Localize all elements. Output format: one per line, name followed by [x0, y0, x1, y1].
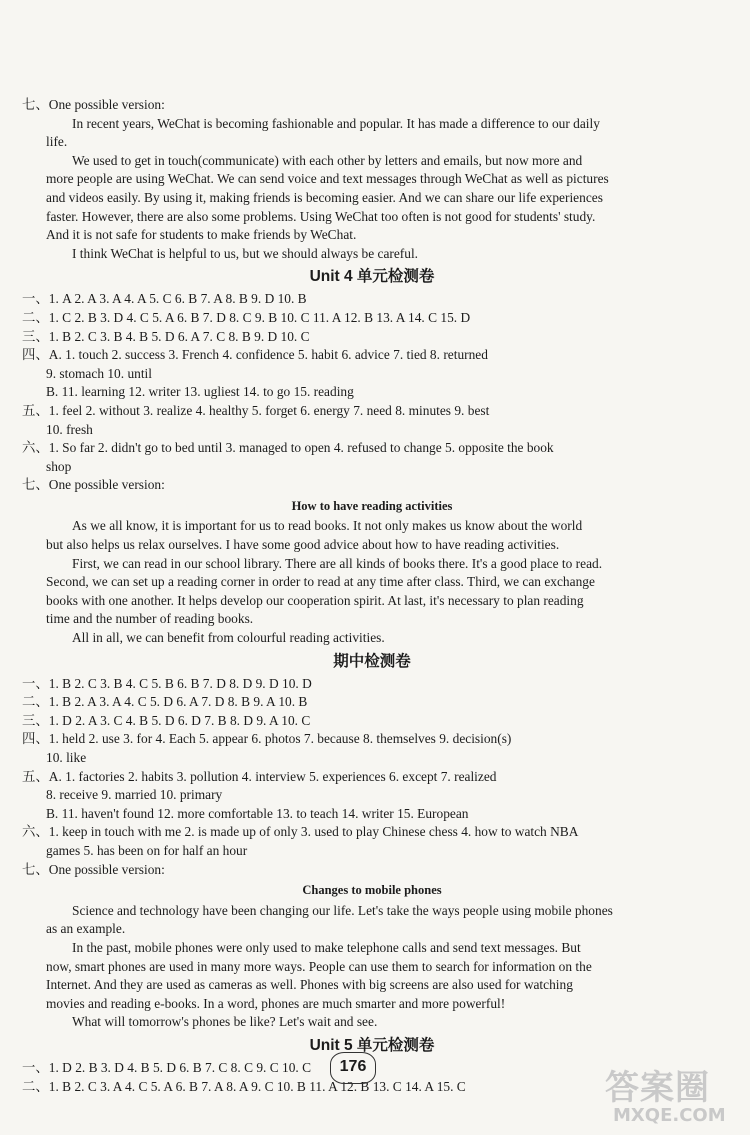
answer-line: B. 11. learning 12. writer 13. ugliest 14. to go 15. reading — [46, 384, 354, 400]
essay-line: As we all know, it is important for us to read books. It not only makes us know about the world — [72, 518, 583, 534]
answer-line: shop — [46, 458, 72, 474]
answer-line: 一、1. B 2. C 3. B 4. C 5. B 6. B 7. D 8. D 9. D 10. D — [22, 675, 312, 691]
page-number: 176 — [330, 1052, 376, 1084]
essay-line: movies and reading e-books. In a word, phones are much smarter and more powerful! — [46, 995, 506, 1011]
section-label: 七、One possible version: — [22, 861, 165, 877]
essay-line: We used to get in touch(communicate) with each other by letters and emails, but now more and — [72, 152, 583, 168]
essay-line: Second, we can set up a reading corner in order to read at any time after class. Third, we can exchange — [46, 574, 595, 590]
answer-line: 二、1. B 2. C 3. A 4. C 5. A 6. B 7. A 8. A 9. C 10. B 11. A 12. B 13. C 14. A 15. C — [22, 1078, 466, 1094]
answer-line: 一、1. D 2. B 3. D 4. B 5. D 6. B 7. C 8. C 9. C 10. C — [22, 1059, 312, 1075]
essay-line: as an example. — [46, 921, 126, 937]
answer-line: 一、1. A 2. A 3. A 4. A 5. C 6. B 7. A 8. B 9. D 10. B — [22, 291, 307, 307]
answer-line: 9. stomach 10. until — [46, 365, 153, 381]
essay-line: faster. However, there are also some problems. Using WeChat too often is not good for students' study. — [46, 208, 596, 224]
essay-line: First, we can read in our school library. There are all kinds of books there. It's a good place to read. — [72, 555, 603, 571]
section-label: 七、One possible version: — [22, 477, 165, 493]
essay-line: more people are using WeChat. We can send voice and text messages through WeChat as well as pictures — [46, 171, 609, 187]
watermark-text-cn: 答案圈 — [605, 1068, 710, 1108]
essay-line: What will tomorrow's phones be like? Let's wait and see. — [72, 1014, 378, 1030]
answer-line: 三、1. D 2. A 3. C 4. B 5. D 6. D 7. B 8. D 9. A 10. C — [22, 712, 311, 728]
essay-line: and videos easily. By using it, making friends is becoming easier. And we can share our life experiences — [46, 189, 603, 205]
answer-line: 8. receive 9. married 10. primary — [46, 787, 223, 803]
essay-line: In recent years, WeChat is becoming fashionable and popular. It has made a difference to our daily — [72, 115, 600, 131]
essay-line: In the past, mobile phones were only used to make telephone calls and send text messages. But — [72, 939, 581, 955]
answer-line: 四、1. held 2. use 3. for 4. Each 5. appear 6. photos 7. because 8. themselves 9. decision(s) — [22, 731, 512, 747]
section-heading-midterm: 期中检测卷 — [333, 652, 411, 670]
essay-line: time and the number of reading books. — [46, 611, 254, 627]
answer-line: 二、1. C 2. B 3. D 4. C 5. A 6. B 7. D 8. C 9. B 10. C 11. A 12. B 13. A 14. C 15. D — [22, 309, 471, 325]
section-heading-unit4: Unit 4 单元检测卷 — [309, 268, 435, 286]
answer-line: 六、1. So far 2. didn't go to bed until 3. managed to open 4. refused to change 5. opposite the book — [22, 440, 554, 456]
essay-line: now, smart phones are used in many more ways. People can use them to search for information on the — [46, 958, 592, 974]
essay-title: How to have reading activities — [291, 498, 453, 513]
watermark-logo — [605, 1070, 745, 1130]
answer-line: 10. like — [46, 750, 87, 765]
essay-line: Science and technology have been changing our life. Let's take the ways people using mobile phones — [72, 902, 613, 918]
answer-line: B. 11. haven't found 12. more comfortable 13. to teach 14. writer 15. European — [46, 805, 469, 821]
answer-line: 五、1. feel 2. without 3. realize 4. healthy 5. forget 6. energy 7. need 8. minutes 9. best — [22, 402, 490, 418]
essay-line: Internet. And they are used as cameras as well. Phones with big screens are also used for watching — [46, 977, 573, 993]
essay-line: All in all, we can benefit from colourful reading activities. — [72, 630, 385, 646]
watermark-text-en: MXQE.COM — [613, 1105, 726, 1126]
answer-page — [22, 96, 722, 1096]
essay-line: I think WeChat is helpful to us, but we should always be careful. — [72, 245, 419, 261]
essay-line: but also helps us relax ourselves. I have some good advice about how to have reading activities. — [46, 537, 560, 553]
essay-line: books with one another. It helps develop our cooperation spirit. At last, it's necessary to plan reading — [46, 592, 584, 608]
answer-line: 10. fresh — [46, 421, 93, 437]
answer-line: 四、A. 1. touch 2. success 3. French 4. confidence 5. habit 6. advice 7. tied 8. returned — [22, 347, 488, 363]
answer-line: games 5. has been on for half an hour — [46, 842, 248, 858]
answer-line: 三、1. B 2. C 3. B 4. B 5. D 6. A 7. C 8. B 9. D 10. C — [22, 328, 310, 344]
essay-title: Changes to mobile phones — [302, 883, 442, 898]
answer-line: 六、1. keep in touch with me 2. is made up of only 3. used to play Chinese chess 4. how to watch NBA — [22, 824, 579, 840]
section-heading-unit5: Unit 5 单元检测卷 — [309, 1036, 435, 1054]
answer-line: 五、A. 1. factories 2. habits 3. pollution 4. interview 5. experiences 6. except 7. realized — [22, 768, 497, 784]
essay-line: life. — [46, 134, 68, 150]
essay-line: And it is not safe for students to make friends by WeChat. — [46, 227, 357, 243]
section-label: 七、One possible version: — [22, 97, 165, 112]
answer-line: 二、1. B 2. A 3. A 4. C 5. D 6. A 7. D 8. B 9. A 10. B — [22, 694, 308, 710]
